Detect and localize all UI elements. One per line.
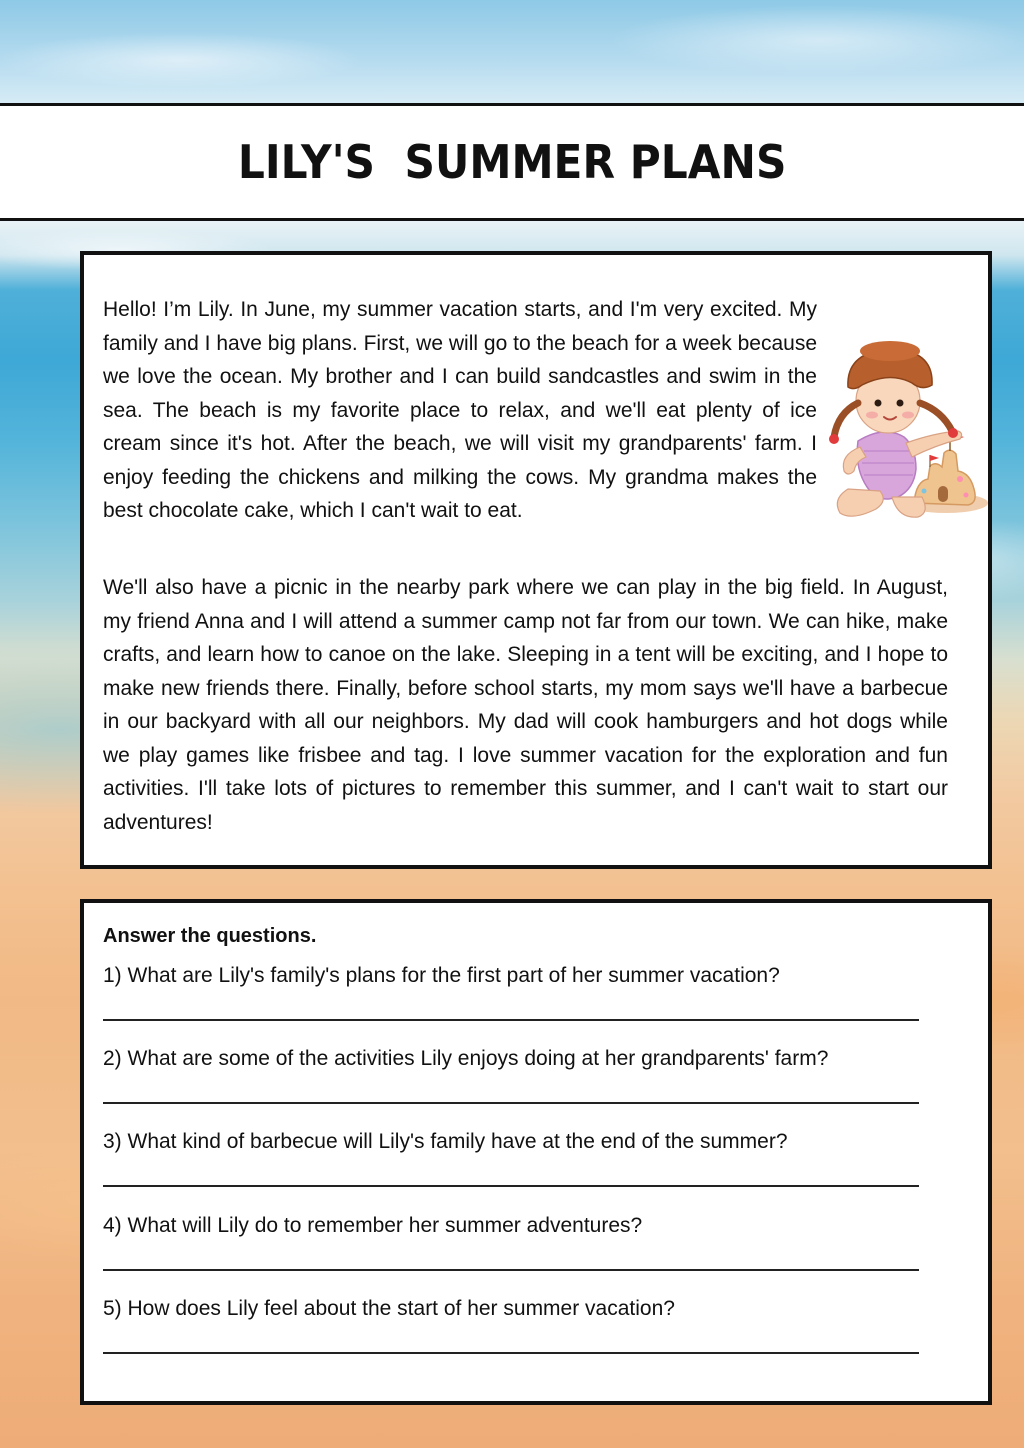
questions-card bbox=[80, 899, 992, 1405]
questions-heading: Answer the questions. bbox=[103, 925, 317, 947]
story-card bbox=[80, 251, 992, 869]
page-title: LILY'S SUMMER PLANS bbox=[237, 135, 787, 189]
question-text: 5) How does Lily feel about the start of her summer vacation? bbox=[103, 1296, 675, 1320]
answer-line[interactable] bbox=[103, 1185, 919, 1187]
question-item-4 bbox=[103, 1211, 923, 1294]
question-list bbox=[103, 961, 923, 1377]
question-text: 4) What will Lily do to remember her summer adventures? bbox=[103, 1213, 643, 1237]
story-paragraph-1: Hello! I’m Lily. In June, my summer vacation starts, and I'm very excited. My family and I have big plans. First, we will go to the beach for a week because we love the ocean. My brother and I can build sandcastles and swim in the sea. The beach is my favorite place to relax, and we'll eat plenty of ice cream since it's hot. After the beach, we will visit my grandparents' farm. I enjoy feeding the chickens and milking the cows. My grandma makes the best chocolate cake, which I can't wait to eat. bbox=[103, 298, 817, 522]
question-text: 1) What are Lily's family's plans for the first part of her summer vacation? bbox=[103, 964, 780, 987]
question-text: 2) What are some of the activities Lily enjoys doing at her grandparents' farm? bbox=[103, 1047, 829, 1071]
question-text: 3) What kind of barbecue will Lily's family have at the end of the summer? bbox=[103, 1130, 788, 1154]
question-item-3 bbox=[103, 1127, 923, 1210]
question-item-5 bbox=[103, 1294, 923, 1377]
answer-line[interactable] bbox=[103, 1019, 919, 1021]
girl-building-sandcastle-icon bbox=[818, 321, 988, 531]
answer-line[interactable] bbox=[103, 1352, 919, 1354]
answer-line[interactable] bbox=[103, 1102, 919, 1104]
answer-line[interactable] bbox=[103, 1269, 919, 1271]
title-banner bbox=[0, 103, 1024, 221]
question-item-1 bbox=[103, 961, 923, 1044]
question-item-2 bbox=[103, 1044, 923, 1127]
story-paragraph-2: We'll also have a picnic in the nearby park where we can play in the big field. In August, my friend Anna and I will attend a summer camp not far from our town. We can hike, make crafts, and learn how to canoe on the lake. Sleeping in a tent will be exciting, and I hope to make new friends there. Finally, before school starts, my mom says we'll have a barbecue in our backyard with all our neighbors. My dad will cook hamburgers and hot dogs while we play games like frisbee and tag. I love summer vacation for the exploration and fun activities. I'll take lots of pictures to remember this summer, and I can't wait to start our adventures! bbox=[103, 576, 948, 834]
